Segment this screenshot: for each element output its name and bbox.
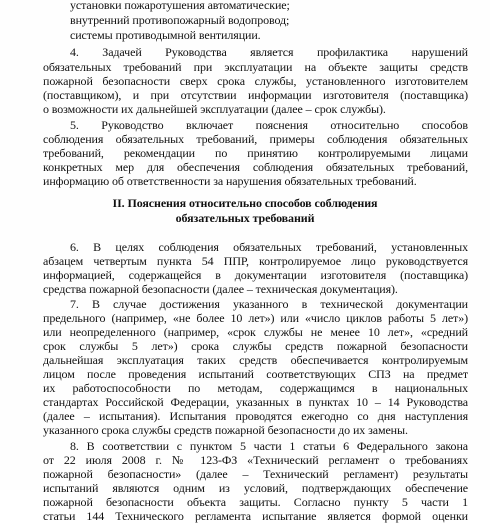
list-item: системы противодымной вентиляции.	[70, 28, 261, 42]
paragraph-4-line: пожарной безопасности сверх срока службы, установленного изготовителем	[43, 74, 468, 88]
paragraph-8-line: пожарной безопасности объекта защиты. Согласно пункту 5 части 1	[43, 495, 468, 509]
paragraph-4-line: обязательных требований при эксплуатации на объекте защиты средств	[43, 60, 468, 74]
paragraph-5-line: требований, рекомендации по принятию контролируемыми лицами	[43, 146, 468, 160]
section-heading: обязательных требований	[175, 211, 315, 225]
paragraph-7-line: (далее – испытания). Испытания проводятся ежегодно со дня наступления	[43, 409, 468, 423]
paragraph-5-line: информацию об ответственности за нарушения обязательных требований.	[43, 174, 417, 188]
paragraph-6-line: абзацем четвертым пункта 54 ППР, контролируемое лицо руководствуется	[43, 254, 468, 268]
paragraph-8-line: испытаний являются одним из условий, подтверждающих обеспечение	[43, 481, 468, 495]
paragraph-7-line: 7. В случае достижения указанного в технической документации	[70, 297, 468, 311]
paragraph-6-line: 6. В целях соблюдения обязательных требований, установленных	[70, 240, 468, 254]
paragraph-4-line: (поставщиком), и при отсутствии информации изготовителя (поставщика)	[43, 88, 468, 102]
paragraph-8-line: 8. В соответствии с пунктом 5 части 1 статьи 6 Федерального закона	[70, 439, 468, 453]
paragraph-7-line: или неопределенного (например, «срок службы не менее 10 лет», «средний	[43, 325, 468, 339]
paragraph-7-line: их работоспособности по методам, содержащимся в национальных	[43, 381, 468, 395]
paragraph-7-line: лицом после проведения испытаний соответствующих СПЗ на предмет	[43, 367, 468, 381]
paragraph-6-line: информацией, содержащейся в документации изготовителя (поставщика)	[43, 268, 468, 282]
paragraph-7-line: указанного срока службы средств пожарной безопасности до их замены.	[43, 423, 408, 437]
paragraph-5-line: 5. Руководство включает пояснения относительно способов	[70, 118, 468, 132]
paragraph-5-line: конкретных мер для обеспечения соблюдения обязательных требований,	[43, 160, 468, 174]
paragraph-5-line: соблюдения обязательных требований, примеры соблюдения обязательных	[43, 132, 468, 146]
paragraph-4-line: о возможности их дальнейшей эксплуатации (далее – срок службы).	[43, 102, 386, 116]
paragraph-6-line: средства пожарной безопасности (далее – техническая документация).	[43, 282, 398, 296]
paragraph-7-line: стандартах Российской Федерации, указанных в пунктах 10 – 14 Руководства	[43, 395, 468, 409]
paragraph-7-line: дальнейшая эксплуатация таких средств обеспечивается контролируемым	[43, 353, 468, 367]
paragraph-7-line: предельного (например, «не более 10 лет») или «число циклов работы 5 лет»)	[43, 311, 468, 325]
list-item: установки пожаротушения автоматические;	[70, 0, 290, 12]
paragraph-8-line: от 22 июля 2008 г. № 123-ФЗ «Технический регламент о требованиях	[43, 453, 468, 467]
paragraph-8-line: статьи 144 Технического регламента испытание является формой оценки	[43, 509, 468, 523]
paragraph-4-line: 4. Задачей Руководства является профилактика нарушений	[70, 45, 468, 59]
section-heading: II. Пояснения относительно способов соблюдения	[112, 196, 378, 210]
paragraph-7-line: срок службы 5 лет») срока службы средств пожарной безопасности	[43, 339, 468, 353]
list-item: внутренний противопожарный водопровод;	[70, 13, 290, 27]
paragraph-8-line: пожарной безопасности» (далее – Технический регламент) результаты	[43, 467, 468, 481]
